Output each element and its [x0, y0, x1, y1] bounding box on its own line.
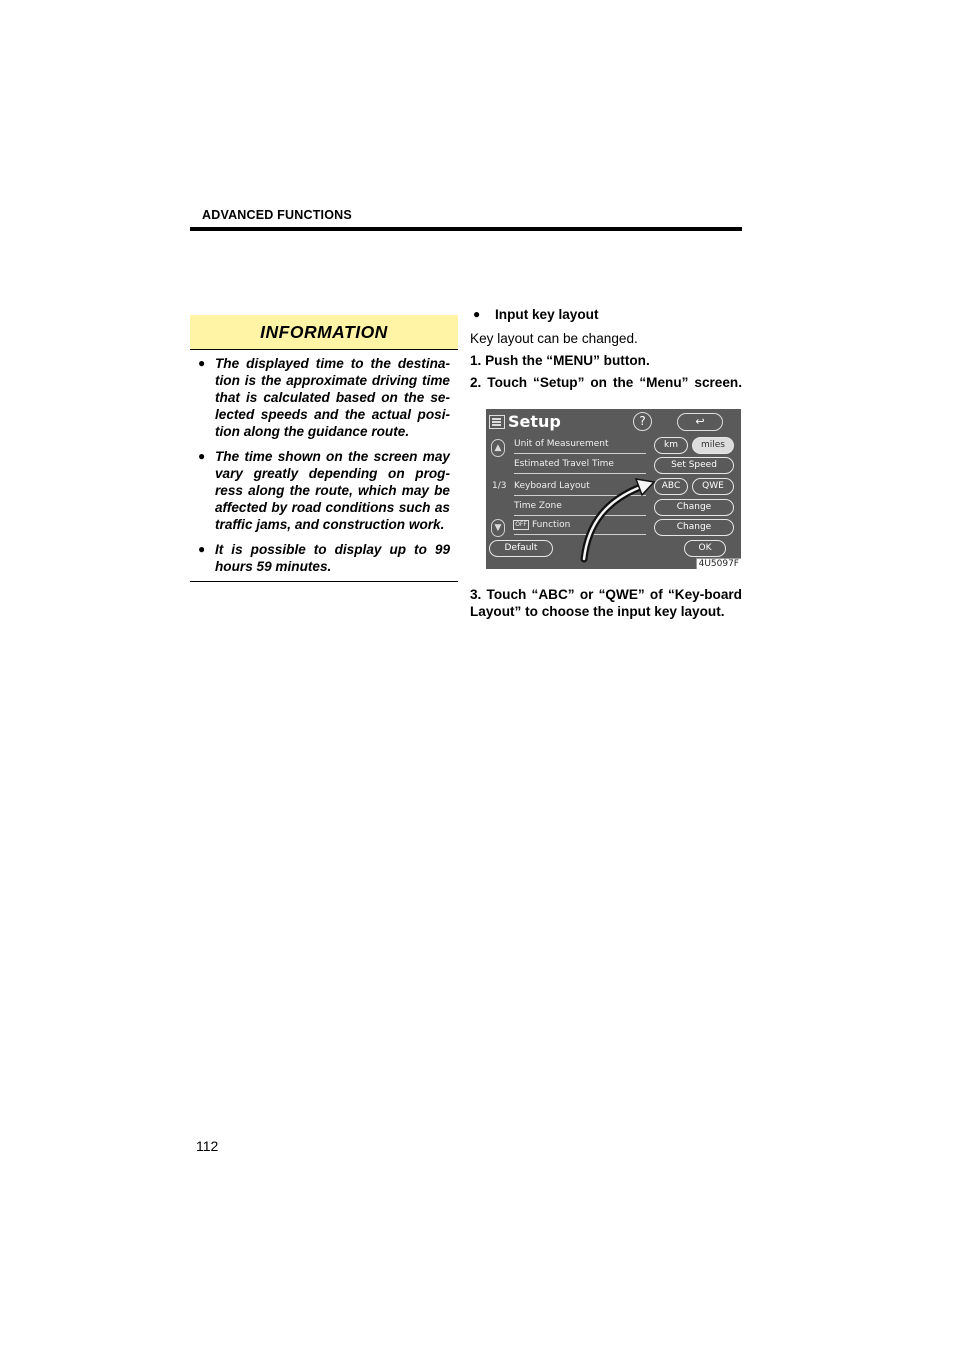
abc-button[interactable]: ABC — [654, 478, 688, 495]
step-1: 1. Push the “MENU” button. — [470, 353, 650, 368]
scroll-up-icon[interactable]: ▲ — [491, 439, 505, 457]
function-change-button[interactable]: Change — [654, 519, 734, 536]
default-button[interactable]: Default — [489, 540, 553, 557]
row-keyboard-layout: Keyboard Layout — [514, 481, 590, 491]
set-speed-button[interactable]: Set Speed — [654, 457, 734, 474]
header-rule — [190, 227, 742, 231]
time-zone-change-button[interactable]: Change — [654, 499, 734, 516]
row-function: Function — [532, 520, 571, 530]
screen-title: Setup — [508, 412, 561, 431]
information-bottom-rule — [190, 581, 458, 582]
information-box — [190, 315, 458, 582]
back-icon[interactable]: ↩ — [677, 413, 723, 431]
row-estimated-travel-time: Estimated Travel Time — [514, 459, 614, 469]
information-title: INFORMATION — [260, 321, 388, 342]
input-key-layout-section — [470, 306, 742, 391]
row-unit-of-measurement: Unit of Measurement — [514, 439, 609, 449]
ok-button[interactable]: OK — [684, 540, 726, 557]
information-item-text: The time shown on the screen may vary greatly depending on prog-ress along the route, which may be affected by road conditions such as traffic jams, and construction work. — [215, 449, 450, 532]
setup-screen-illustration — [486, 409, 741, 569]
section-intro: Key layout can be changed. — [470, 331, 638, 346]
miles-button[interactable]: miles — [692, 437, 734, 454]
page-indicator: 1/3 — [492, 481, 507, 491]
km-button[interactable]: km — [654, 437, 688, 454]
information-list — [190, 355, 458, 583]
information-banner — [190, 315, 458, 350]
step-3-container — [470, 581, 742, 620]
bullet-icon: ● — [198, 542, 206, 556]
information-item — [190, 448, 458, 533]
information-item — [190, 541, 458, 575]
help-icon[interactable]: ? — [633, 412, 652, 431]
page-number: 112 — [196, 1138, 219, 1154]
bullet-icon: ● — [198, 356, 206, 370]
section-title — [470, 306, 742, 325]
header-title: ADVANCED FUNCTIONS — [202, 208, 352, 222]
bullet-icon: ● — [473, 307, 481, 321]
information-item-text: It is possible to display up to 99 hours 59 minutes. — [215, 542, 450, 574]
curved-arrow-icon — [486, 409, 741, 569]
qwe-button[interactable]: QWE — [692, 478, 734, 495]
section-title-text: Input key layout — [495, 307, 599, 322]
scroll-down-icon[interactable]: ▼ — [491, 519, 505, 537]
step-3: 3. Touch “ABC” or “QWE” of “Key-board Layout” to choose the input key layout. — [470, 587, 742, 619]
off-icon: OFF — [513, 520, 529, 530]
bullet-icon: ● — [198, 449, 206, 463]
image-code: 4U5097F — [696, 558, 741, 569]
information-item — [190, 355, 458, 440]
information-item-text: The displayed time to the destina-tion is the approximate driving time that is calculated based on the se-lected speeds and the actual posi-tion along the guidance route. — [215, 356, 450, 439]
row-time-zone: Time Zone — [514, 501, 562, 511]
step-2: 2. Touch “Setup” on the “Menu” screen. — [470, 375, 742, 390]
